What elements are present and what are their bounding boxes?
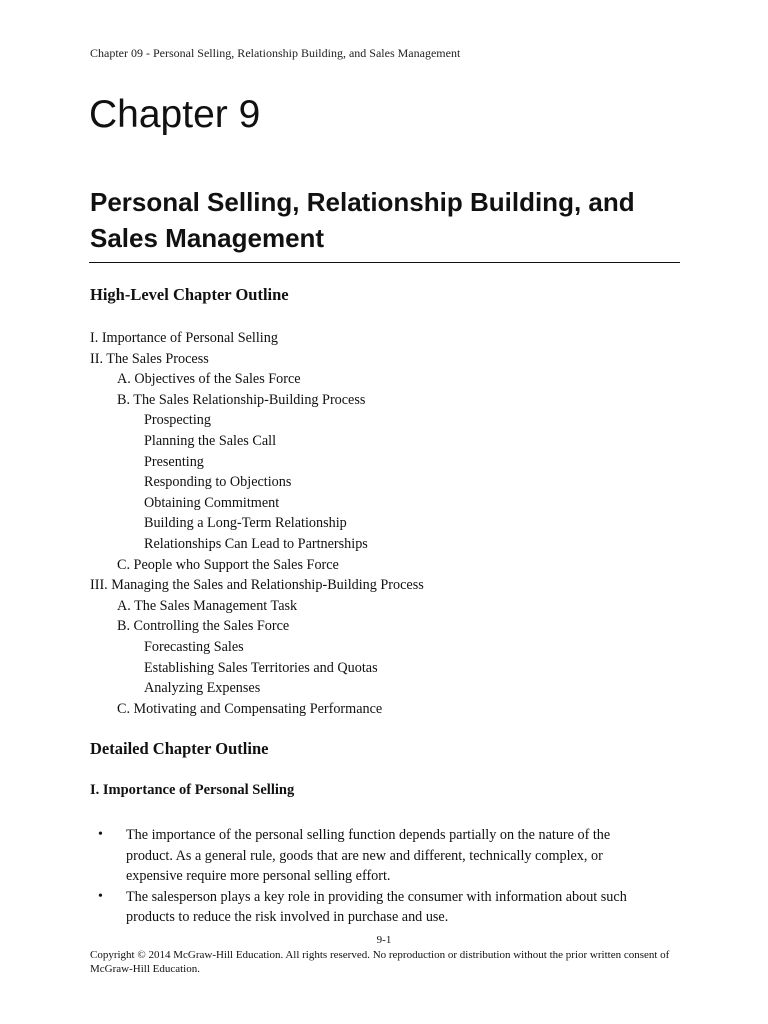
bullet-icon: • bbox=[98, 888, 103, 904]
detailed-outline-heading: Detailed Chapter Outline bbox=[90, 739, 269, 758]
outline-item: C. Motivating and Compensating Performance bbox=[117, 700, 383, 717]
running-header: Chapter 09 - Personal Selling, Relationship Building, and Sales Management bbox=[90, 46, 461, 60]
outline-item: Prospecting bbox=[144, 412, 211, 429]
outline-item: C. People who Support the Sales Force bbox=[117, 556, 339, 573]
title-divider bbox=[89, 262, 680, 263]
outline-item: I. Importance of Personal Selling bbox=[90, 330, 278, 346]
bullet-text: The salesperson plays a key role in providing the consumer with information about such products to reduce the risk involved in purchase and use. bbox=[126, 888, 627, 926]
outline-item: Obtaining Commitment bbox=[144, 494, 280, 511]
outline-item: B. Controlling the Sales Force bbox=[117, 618, 290, 635]
outline-item: Planning the Sales Call bbox=[144, 432, 277, 449]
detailed-bullet-list bbox=[90, 825, 650, 928]
outline-item: A. Objectives of the Sales Force bbox=[117, 371, 301, 388]
bullet-item bbox=[90, 887, 650, 928]
high-level-outline-list bbox=[90, 328, 424, 719]
high-level-outline-heading: High-Level Chapter Outline bbox=[90, 285, 289, 304]
section-heading-importance: I. Importance of Personal Selling bbox=[90, 782, 295, 798]
bullet-item bbox=[90, 825, 650, 887]
outline-item: A. The Sales Management Task bbox=[117, 597, 298, 614]
outline-item: Analyzing Expenses bbox=[144, 680, 261, 697]
outline-item: Relationships Can Lead to Partnerships bbox=[144, 535, 368, 552]
copyright-notice: Copyright © 2014 McGraw-Hill Education. All rights reserved. No reproduction or distribution without the prior written consent of McGraw-Hill Education. bbox=[90, 949, 670, 975]
outline-item: III. Managing the Sales and Relationship-Building Process bbox=[90, 577, 424, 594]
outline-item: B. The Sales Relationship-Building Process bbox=[117, 391, 366, 408]
outline-item: Responding to Objections bbox=[144, 474, 292, 491]
chapter-number: Chapter 9 bbox=[89, 93, 261, 136]
bullet-icon: • bbox=[98, 827, 103, 842]
outline-item: Building a Long-Term Relationship bbox=[144, 515, 347, 532]
page-number: 9-1 bbox=[376, 934, 392, 946]
outline-item: Presenting bbox=[144, 453, 204, 470]
outline-item: II. The Sales Process bbox=[90, 350, 209, 367]
outline-item: Establishing Sales Territories and Quotas bbox=[144, 659, 378, 676]
bullet-text: The importance of the personal selling function depends partially on the nature of the product. As a general rule, goods that are new and different, technically complex, or expensive require more personal selling effort. bbox=[126, 827, 611, 885]
outline-item: Forecasting Sales bbox=[144, 638, 244, 655]
chapter-title: Personal Selling, Relationship Building, and Sales Management bbox=[90, 187, 635, 253]
